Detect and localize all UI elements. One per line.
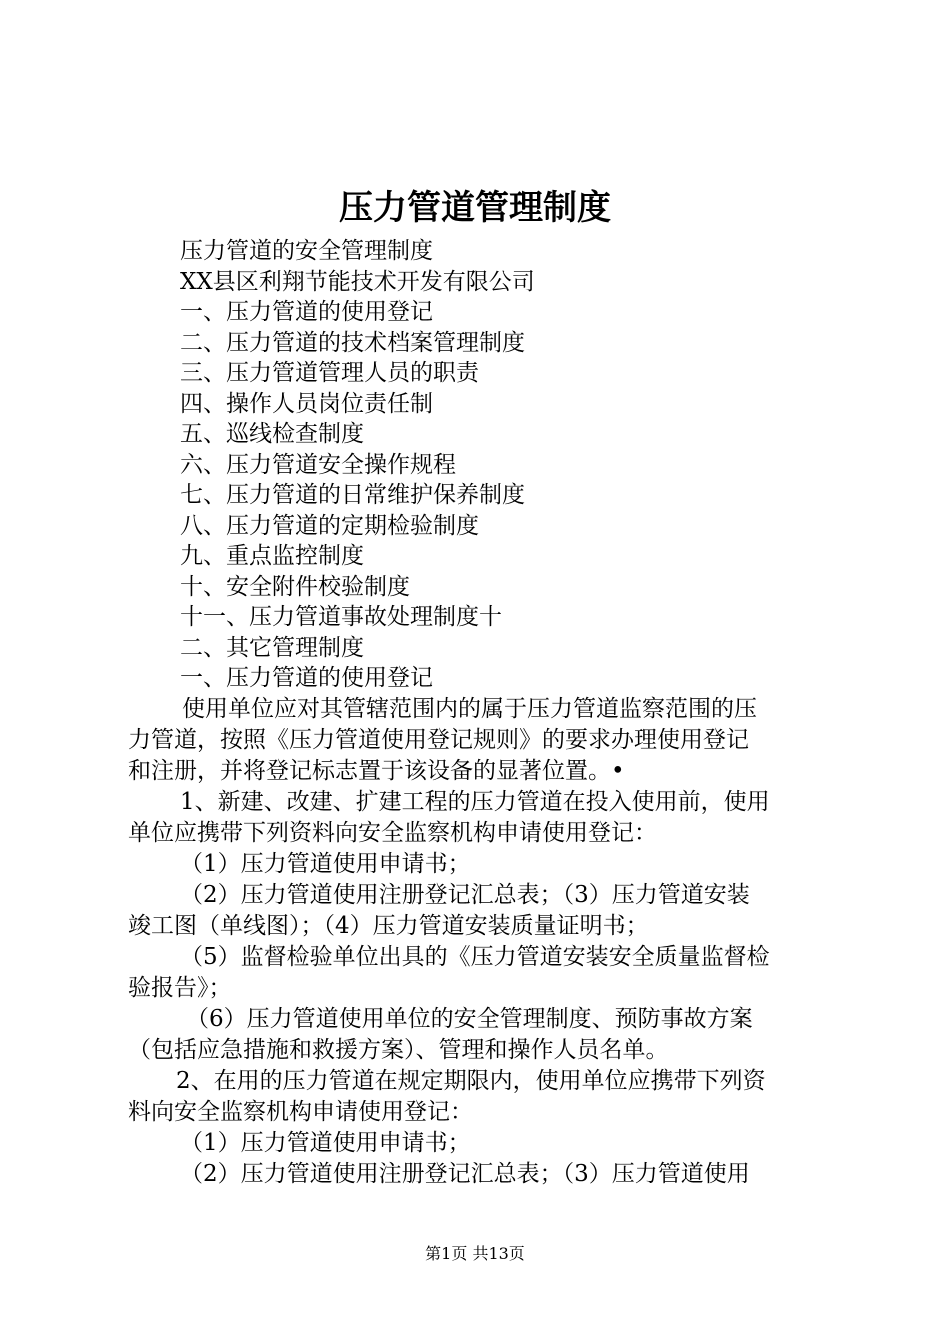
body-line: （2）压力管道使用注册登记汇总表；（3）压力管道安装	[180, 882, 750, 908]
body-line: 使用单位应对其管辖范围内的属于压力管道监察范围的压	[182, 696, 757, 722]
body-line: （6）压力管道使用单位的安全管理制度、预防事故方案	[186, 1006, 753, 1032]
body-line: （5）监督检验单位出具的《压力管道安装安全质量监督检	[180, 944, 770, 970]
body-line: 和注册，并将登记标志置于该设备的显著位置。•	[128, 758, 625, 784]
toc-line: 五、巡线检查制度	[180, 421, 364, 447]
body-line: 验报告》；	[128, 975, 232, 1001]
toc-line: 四、操作人员岗位责任制	[180, 391, 433, 417]
toc-line: 十一、压力管道事故处理制度十	[180, 604, 502, 630]
toc-line: 三、压力管道管理人员的职责	[180, 360, 479, 386]
toc-line: 压力管道的安全管理制度	[180, 238, 433, 264]
toc-line: 一、压力管道的使用登记	[180, 665, 433, 691]
page-title: 压力管道管理制度	[339, 188, 611, 228]
body-line: （1）压力管道使用申请书；	[180, 1130, 471, 1156]
toc-line: 二、其它管理制度	[180, 635, 364, 661]
toc-line: 六、压力管道安全操作规程	[180, 452, 456, 478]
toc-line: XX县区利翔节能技术开发有限公司	[180, 269, 535, 295]
page-number-footer: 第1页 共13页	[425, 1244, 525, 1263]
body-line: 料向安全监察机构申请使用登记：	[128, 1099, 473, 1125]
body-line: （包括应急措施和救援方案）、管理和操作人员名单。	[128, 1037, 669, 1063]
toc-line: 十、安全附件校验制度	[180, 574, 410, 600]
body-line: 力管道，按照《压力管道使用登记规则》的要求办理使用登记	[128, 727, 749, 753]
body-line: 1、新建、改建、扩建工程的压力管道在投入使用前，使用	[180, 789, 770, 815]
toc-line: 九、重点监控制度	[180, 543, 364, 569]
body-line: （2）压力管道使用注册登记汇总表；（3）压力管道使用	[180, 1161, 750, 1187]
body-line: 竣工图（单线图）；（4）压力管道安装质量证明书；	[128, 913, 649, 939]
body-line: （1）压力管道使用申请书；	[180, 851, 471, 877]
body-line: 单位应携带下列资料向安全监察机构申请使用登记：	[128, 820, 657, 846]
toc-line: 一、压力管道的使用登记	[180, 299, 433, 325]
toc-line: 八、压力管道的定期检验制度	[180, 513, 479, 539]
body-line: 2、在用的压力管道在规定期限内，使用单位应携带下列资	[176, 1068, 766, 1094]
toc-line: 七、压力管道的日常维护保养制度	[180, 482, 525, 508]
toc-line: 二、压力管道的技术档案管理制度	[180, 330, 525, 356]
